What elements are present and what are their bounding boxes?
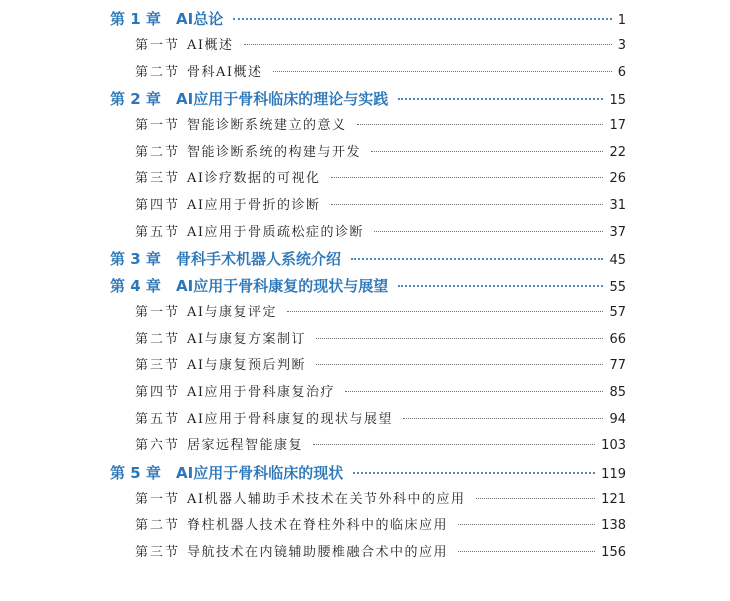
section-number: 第三节 <box>135 358 181 374</box>
section-title: 智能诊断系统建立的意义 <box>187 118 347 134</box>
toc-chapter-2[interactable] <box>110 86 626 113</box>
page-number: 1 <box>617 13 626 28</box>
page-number: 31 <box>609 197 626 213</box>
section-title: AI诊疗数据的可视化 <box>187 171 321 187</box>
dot-leader <box>476 498 596 499</box>
section-title: AI与康复预后判断 <box>187 358 307 374</box>
section-number: 第二节 <box>135 331 181 347</box>
page-number: 66 <box>609 331 626 347</box>
chapter-number: 第 4 章 <box>110 277 161 296</box>
toc-section-1-2[interactable] <box>110 60 626 87</box>
page-number: 57 <box>609 305 626 321</box>
page-number: 121 <box>601 491 626 507</box>
dot-leader <box>331 177 604 178</box>
section-title: AI与康复评定 <box>187 305 278 321</box>
section-number: 第一节 <box>135 305 181 321</box>
toc-chapter-3[interactable] <box>110 246 626 273</box>
dot-leader <box>316 338 603 339</box>
section-number: 第五节 <box>135 411 181 427</box>
section-title: 居家远程智能康复 <box>187 438 304 454</box>
dot-leader <box>458 524 595 525</box>
dot-leader <box>287 311 603 312</box>
toc-section-4-3[interactable] <box>110 353 626 380</box>
toc-section-5-1[interactable] <box>110 487 626 514</box>
section-title: AI应用于骨折的诊断 <box>187 197 321 213</box>
section-number: 第二节 <box>135 144 181 160</box>
toc-chapter-1[interactable] <box>110 6 626 33</box>
page-number: 45 <box>609 253 626 269</box>
section-number: 第一节 <box>135 38 181 53</box>
dot-leader <box>331 204 604 205</box>
toc-section-4-6[interactable] <box>110 433 626 460</box>
toc-section-1-1[interactable] <box>110 33 626 60</box>
dot-leader <box>273 71 612 72</box>
section-title: AI机器人辅助手术技术在关节外科中的应用 <box>187 491 466 507</box>
toc-section-5-3[interactable] <box>110 540 626 567</box>
section-title: AI应用于骨质疏松症的诊断 <box>187 224 365 240</box>
page-number: 37 <box>609 224 626 240</box>
dot-leader <box>374 231 603 232</box>
toc-section-4-1[interactable] <box>110 300 626 327</box>
section-number: 第四节 <box>135 384 181 400</box>
section-title: 导航技术在内镜辅助腰椎融合术中的应用 <box>187 544 449 560</box>
chapter-number: 第 5 章 <box>110 463 161 482</box>
page-number: 17 <box>609 118 626 134</box>
page-number: 94 <box>609 411 626 427</box>
chapter-number: 第 2 章 <box>110 90 161 109</box>
page-number: 119 <box>601 466 626 482</box>
section-number: 第三节 <box>135 171 181 187</box>
toc-section-2-4[interactable] <box>110 193 626 220</box>
page-number: 6 <box>617 64 626 80</box>
table-of-contents <box>110 6 626 567</box>
dot-leader <box>345 391 603 392</box>
section-title: AI概述 <box>187 38 234 53</box>
toc-section-2-3[interactable] <box>110 166 626 193</box>
dot-leader <box>353 472 595 474</box>
dot-leader <box>398 285 603 287</box>
dot-leader <box>313 444 595 445</box>
chapter-title: AI应用于骨科临床的现状 <box>176 463 344 482</box>
dot-leader <box>351 258 603 260</box>
section-title: 骨科AI概述 <box>187 64 263 80</box>
page-number: 138 <box>601 518 626 534</box>
chapter-title: 骨科手术机器人系统介绍 <box>176 250 342 269</box>
dot-leader <box>398 98 603 100</box>
page-number: 103 <box>601 438 626 454</box>
dot-leader <box>233 18 612 20</box>
toc-section-4-5[interactable] <box>110 407 626 434</box>
section-title: AI与康复方案制订 <box>187 331 307 347</box>
section-title: AI应用于骨科康复的现状与展望 <box>187 411 394 427</box>
section-number: 第二节 <box>135 518 181 534</box>
toc-section-4-4[interactable] <box>110 380 626 407</box>
toc-section-2-1[interactable] <box>110 113 626 140</box>
chapter-title: AI应用于骨科康复的现状与展望 <box>176 277 389 296</box>
chapter-number: 第 3 章 <box>110 250 161 269</box>
toc-section-2-2[interactable] <box>110 140 626 167</box>
section-number: 第六节 <box>135 438 181 454</box>
section-number: 第二节 <box>135 64 181 80</box>
section-number: 第一节 <box>135 118 181 134</box>
page-number: 3 <box>617 38 626 53</box>
section-number: 第三节 <box>135 544 181 560</box>
toc-section-5-2[interactable] <box>110 513 626 540</box>
page-number: 77 <box>609 358 626 374</box>
section-title: AI应用于骨科康复治疗 <box>187 384 336 400</box>
page-number: 55 <box>609 280 626 296</box>
section-title: 脊柱机器人技术在脊柱外科中的临床应用 <box>187 518 449 534</box>
toc-section-2-5[interactable] <box>110 220 626 247</box>
chapter-number: 第 1 章 <box>110 10 161 28</box>
toc-chapter-4[interactable] <box>110 273 626 300</box>
section-number: 第一节 <box>135 491 181 507</box>
dot-leader <box>403 418 603 419</box>
chapter-title: AI应用于骨科临床的理论与实践 <box>176 90 389 109</box>
chapter-title: AI总论 <box>176 10 224 28</box>
section-title: 智能诊断系统的构建与开发 <box>187 144 362 160</box>
toc-section-4-2[interactable] <box>110 327 626 354</box>
dot-leader <box>371 151 603 152</box>
page-number: 22 <box>609 144 626 160</box>
page-number: 26 <box>609 171 626 187</box>
page-number: 85 <box>609 384 626 400</box>
section-number: 第四节 <box>135 197 181 213</box>
dot-leader <box>316 364 603 365</box>
toc-chapter-5[interactable] <box>110 460 626 487</box>
dot-leader <box>244 44 612 45</box>
page-number: 156 <box>601 544 626 560</box>
page-number: 15 <box>609 93 626 109</box>
dot-leader <box>357 124 604 125</box>
section-number: 第五节 <box>135 224 181 240</box>
dot-leader <box>458 551 595 552</box>
